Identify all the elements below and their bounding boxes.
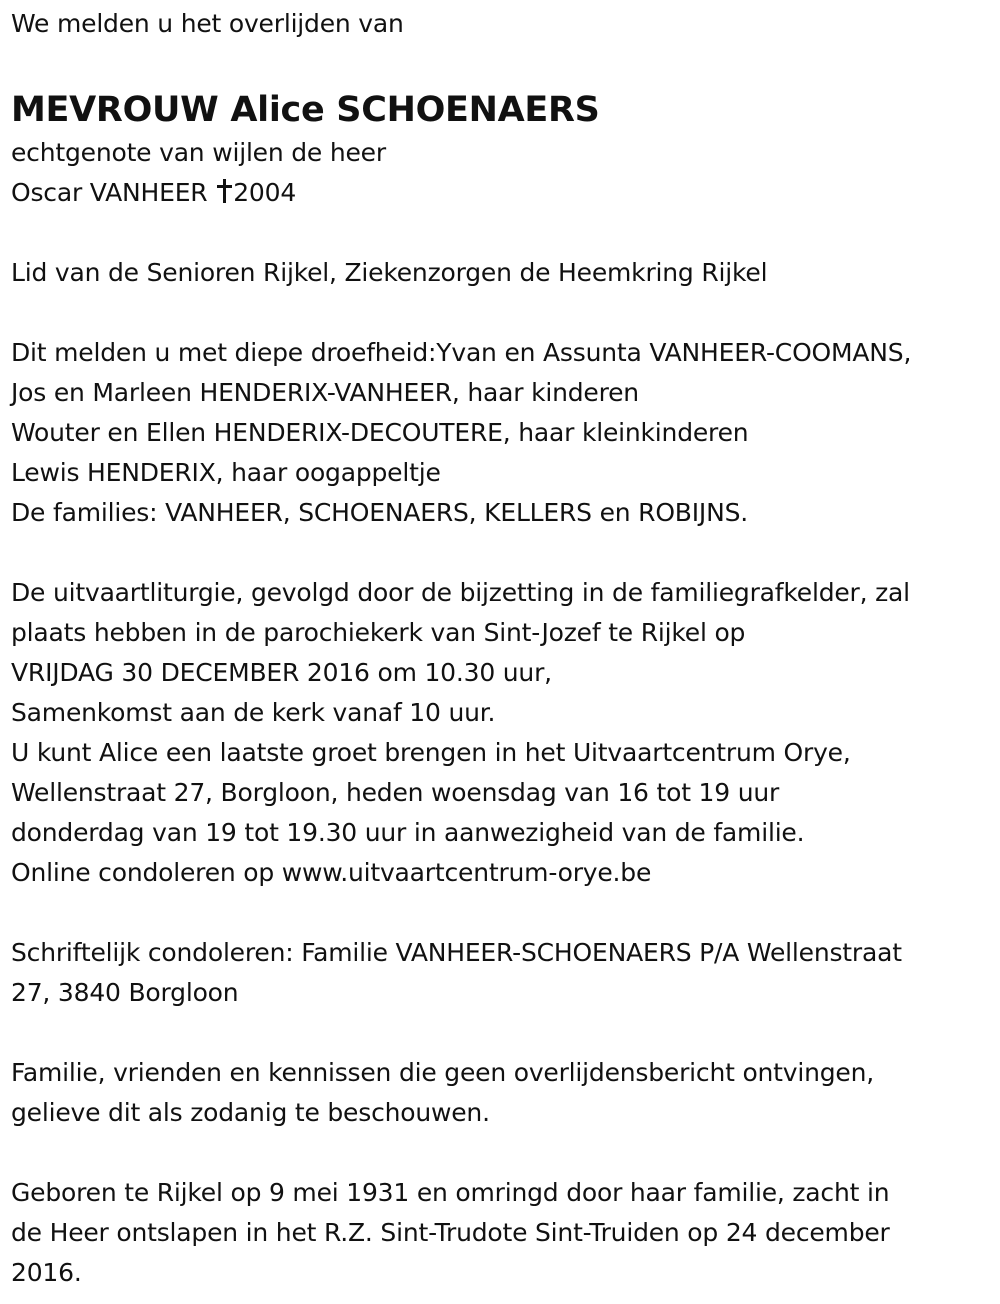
service-line: Online condoleren op www.uitvaartcentrum-orye.be: [11, 858, 652, 887]
service-line: Wellenstraat 27, Borgloon, heden woensdag van 16 tot 19 uur: [11, 778, 780, 807]
family-line: Lewis HENDERIX, haar oogappeltje: [11, 458, 441, 487]
spacer: [11, 1013, 995, 1053]
membership-line: Lid van de Senioren Rijkel, Ziekenzorgen de Heemkring Rijkel: [11, 258, 768, 287]
family-line: Jos en Marleen HENDERIX-VANHEER, haar kinderen: [11, 378, 639, 407]
deceased-name: MEVROUW Alice SCHOENAERS: [11, 90, 600, 130]
birth-death-line: 2016.: [11, 1258, 82, 1287]
spouse-death-year: 2004: [233, 178, 297, 207]
spacer: [11, 893, 995, 933]
intro-line: We melden u het overlijden van: [11, 9, 404, 38]
birth-death-line: Geboren te Rijkel op 9 mei 1931 en omringd door haar familie, zacht in: [11, 1178, 890, 1207]
birth-death-line: de Heer ontslapen in het R.Z. Sint-Trudote Sint-Truiden op 24 december: [11, 1218, 890, 1247]
service-line: VRIJDAG 30 DECEMBER 2016 om 10.30 uur,: [11, 658, 552, 687]
service-line: U kunt Alice een laatste groet brengen in het Uitvaartcentrum Orye,: [11, 738, 851, 767]
family-line: Dit melden u met diepe droefheid:Yvan en Assunta VANHEER-COOMANS,: [11, 338, 912, 367]
birth-death-section: [11, 1173, 995, 1293]
spacer: [11, 213, 995, 253]
spouse-name: Oscar VANHEER: [11, 178, 216, 207]
no-notice-section: [11, 1053, 995, 1133]
condolence-line: Schriftelijk condoleren: Familie VANHEER-SCHOENAERS P/A Wellenstraat: [11, 938, 902, 967]
no-notice-line: gelieve dit als zodanig te beschouwen.: [11, 1098, 490, 1127]
cross-icon: [217, 179, 232, 203]
obituary-notice: [11, 4, 995, 1293]
family-line: Wouter en Ellen HENDERIX-DECOUTERE, haar kleinkinderen: [11, 418, 749, 447]
written-condolences-section: [11, 933, 995, 1013]
no-notice-line: Familie, vrienden en kennissen die geen overlijdensbericht ontvingen,: [11, 1058, 875, 1087]
service-line: donderdag van 19 tot 19.30 uur in aanwezigheid van de familie.: [11, 818, 805, 847]
service-line: plaats hebben in de parochiekerk van Sint-Jozef te Rijkel op: [11, 618, 746, 647]
service-line: Samenkomst aan de kerk vanaf 10 uur.: [11, 698, 496, 727]
spacer: [11, 1133, 995, 1173]
service-line: De uitvaartliturgie, gevolgd door de bijzetting in de familiegrafkelder, zal: [11, 578, 910, 607]
condolence-line: 27, 3840 Borgloon: [11, 978, 239, 1007]
spacer: [11, 533, 995, 573]
service-section: [11, 573, 995, 893]
family-line: De families: VANHEER, SCHOENAERS, KELLERS en ROBIJNS.: [11, 498, 749, 527]
spouse-name-line: [11, 173, 995, 213]
family-section: [11, 333, 995, 533]
spouse-line: echtgenote van wijlen de heer: [11, 138, 386, 167]
spacer: [11, 293, 995, 333]
